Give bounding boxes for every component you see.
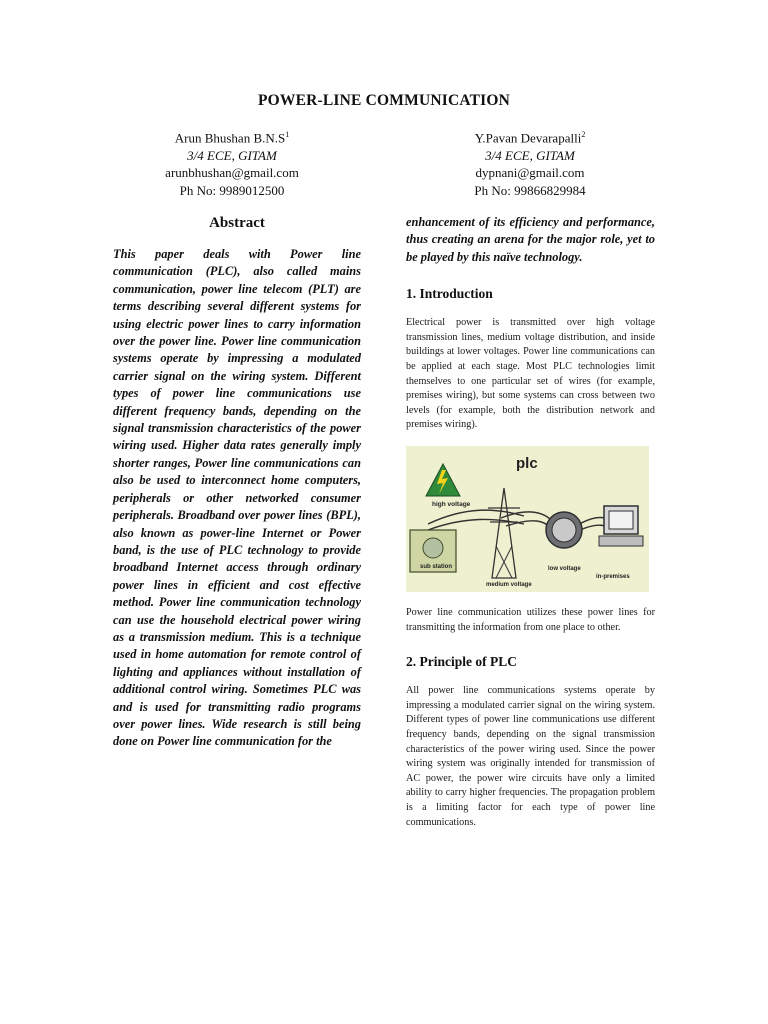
author-affiliation: 3/4 ECE, GITAM [485, 147, 575, 163]
introduction-text: Electrical power is transmitted over high voltage transmission lines, medium voltage distribution, and inside buildings at lower voltages. Power line communications can be applied at each stage. Most PLC technologies limit themselves to one particular set of wires (for example, premises wiring), but some systems can cross between two levels (for example, both the distribution network and premises wiring). [406, 317, 655, 431]
left-column [113, 215, 361, 751]
author-phone: Ph No: 9989012500 [179, 182, 285, 198]
diagram-title: plc [516, 454, 538, 472]
author-name: Arun Bhushan $B.N.S^1$ [174, 130, 290, 146]
abstract-text: This paper deals with Power line communication (PLC), also called mains communication, power line telecom (PLT) are terms describing several different systems for using electric power lines to carry information over the power line. Power line communication systems operate by impressing a modulated carrier signal on the wiring system. Different types of power line communications use different frequency bands, depending on the signal transmission characteristics of the power wiring used. Higher data rates generally imply shorter ranges, Power line communications can also be used to interconnect home computers, peripherals or other networked consumer peripherals. Broadband over power lines (BPL), also known as power-line Internet or Power band, is the use of PLC technology to provide broadband Internet access through ordinary power lines in efficient and cost effective method. Power line communication technology can use the household electrical power wiring as a transmission medium. This is a technique used in home automation for remote control of lighting and appliances without installation of additional control wiring. Sometimes PLC was and is used for transmitting radio programs over power lines. Wide research is still being done on Power line communication for the [113, 247, 361, 749]
abstract-continuation: enhancement of its efficiency and performance, thus creating an arena for the major role, yet to be played by this naïve technology. [406, 215, 655, 264]
section-heading-principle: 2. Principle of PLC [406, 654, 517, 670]
computer-screen-icon [609, 511, 633, 529]
author-phone: Ph No: 99866829984 [474, 182, 586, 198]
label-in-premises: in-premises [596, 573, 630, 580]
paper-title: POWER-LINE COMMUNICATION [257, 92, 511, 109]
meter-dial-icon [552, 518, 576, 542]
label-high-voltage: high voltage [432, 500, 471, 508]
abstract-heading: Abstract [209, 215, 265, 231]
label-medium-voltage: medium voltage [486, 581, 532, 588]
principle-text: All power line communications systems operate by impressing a modulated carrier signal on the wiring system. Different types of power line communications use different frequency bands, depending on the signal transmission characteristics of the power wiring used. Since the power wiring system was originally intended for transmission of AC power, the power wire circuits have only a limited ability to carry higher frequencies. The propagation problem is a limiting factor for each type of power line communications. [406, 685, 655, 828]
substation-transformer-icon [423, 538, 443, 558]
author-affiliation: 3/4 ECE, GITAM [187, 147, 277, 163]
author-email: arunbhushan@gmail.com [165, 165, 299, 181]
plc-diagram [406, 446, 649, 592]
label-sub-station: sub station [420, 563, 453, 570]
author-block-1 [102, 126, 362, 199]
author-name: Y.Pavan Devarapalli$^2$ [474, 130, 586, 146]
plc-diagram-graphic [406, 446, 649, 592]
right-column [406, 214, 655, 830]
author-email: dypnani@gmail.com [475, 165, 585, 181]
computer-base-icon [599, 536, 643, 546]
author-block-2 [400, 126, 660, 199]
label-low-voltage: low voltage [548, 565, 581, 572]
figure-caption: Power line communication utilizes these power lines for transmitting the information from one place to other. [406, 606, 655, 633]
section-heading-introduction: 1. Introduction [406, 286, 493, 302]
